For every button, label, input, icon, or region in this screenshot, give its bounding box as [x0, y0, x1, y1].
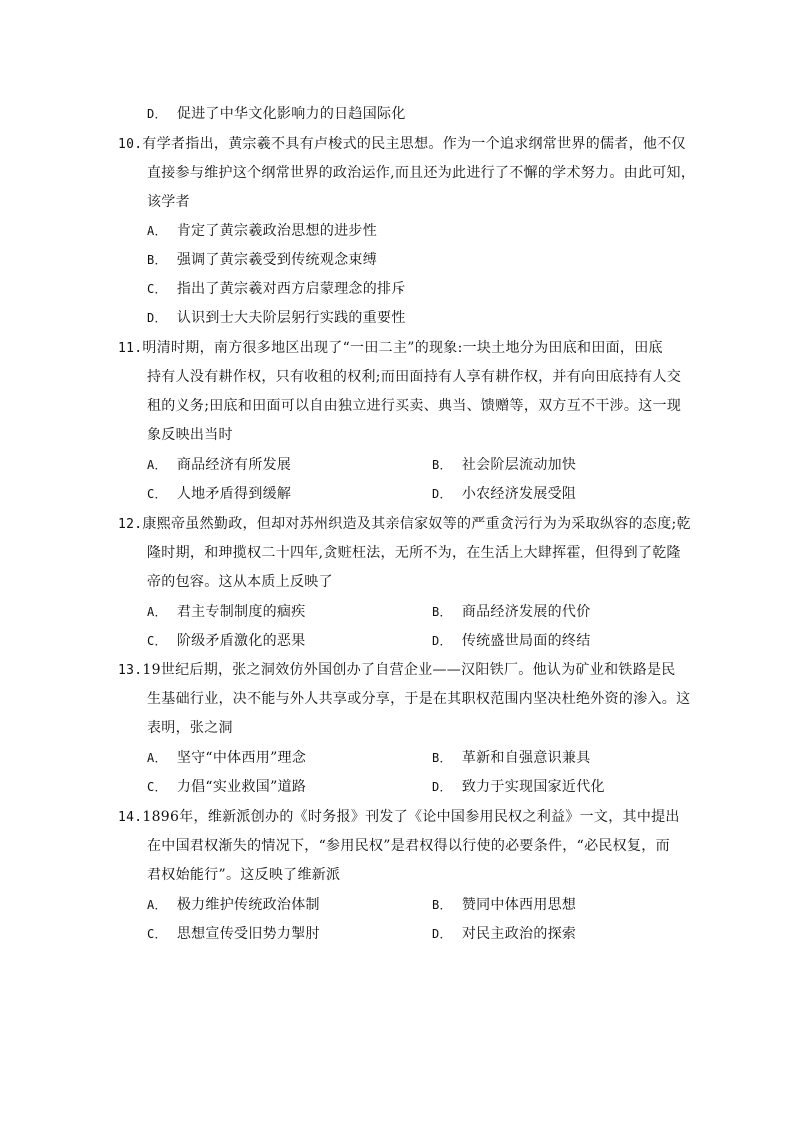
option-text: 极力维护传统政治体制	[176, 897, 320, 913]
option-letter: C．	[147, 487, 167, 501]
option-a	[147, 602, 306, 622]
question-stem-line: 隆时期，和珅揽权二十四年,贪赃枉法，无所不为，在生活上大肆挥霍，但得到了乾隆	[147, 545, 681, 561]
question-stem-line: 帝的包容。这从本质上反映了	[147, 574, 333, 590]
question-number: 10.	[118, 137, 143, 152]
option-a	[147, 748, 306, 768]
option-letter: B．	[432, 605, 452, 619]
option-b	[432, 455, 576, 475]
option-text: 认识到士大夫阶层躬行实践的重要性	[176, 310, 406, 326]
option-letter: A．	[147, 224, 167, 238]
option-text: 君主专制制度的痼疾	[176, 604, 306, 620]
question-stem-line	[118, 660, 676, 681]
option-letter: D．	[432, 634, 452, 648]
option-text: 对民主政治的探索	[461, 926, 577, 942]
option-text: 社会阶层流动加快	[461, 457, 577, 473]
option-text: 赞同中体西用思想	[461, 897, 577, 913]
option-letter: D．	[147, 107, 167, 121]
option-d	[432, 631, 591, 651]
option-letter: A．	[147, 458, 167, 472]
option-letter: C．	[147, 927, 167, 941]
option-b	[432, 748, 591, 768]
option-text: 传统盛世局面的终结	[461, 633, 591, 649]
stem-text: 康熙帝虽然勤政，但却对苏州织造及其亲信家奴等的严重贪污行为为采取纵容的态度;乾	[142, 516, 691, 532]
question-stem-line: 在中国君权渐失的情况下，“参用民权”是君权得以行使的必要条件，“必民权复，而	[147, 838, 670, 854]
option-a	[147, 455, 291, 475]
stem-text: 1896年，维新派创办的《时务报》刊发了《论中国参用民权之利益》一文，其中提出	[142, 809, 680, 825]
question-stem-line: 直接参与维护这个纲常世界的政治运作,而且还为此进行了不懈的学术努力。由此可知，	[147, 165, 696, 181]
question-number: 13.	[118, 663, 143, 678]
option-text: 小农经济发展受阻	[461, 486, 577, 502]
option-text: 致力于实现国家近代化	[461, 779, 605, 795]
option-letter: B．	[147, 253, 167, 267]
option-text: 阶级矛盾激化的恶果	[176, 633, 306, 649]
option-d	[432, 484, 576, 504]
option-text: 促进了中华文化影响力的日趋国际化	[176, 106, 406, 122]
option-letter: B．	[432, 751, 452, 765]
question-number: 14.	[118, 810, 143, 825]
question-stem-line: 生基础行业，决不能与外人共享或分享，于是在其职权范围内坚决杜绝外资的渗入。这	[147, 691, 691, 707]
option-text: 思想宣传受旧势力掣肘	[176, 926, 320, 942]
option-letter: D．	[432, 487, 452, 501]
question-stem-line: 象反映出当时	[147, 427, 233, 443]
question-number: 11.	[118, 341, 143, 356]
option-letter: C．	[147, 634, 167, 648]
option-a	[147, 221, 377, 241]
option-d	[432, 777, 605, 797]
option-letter: C．	[147, 780, 167, 794]
stem-text: 19世纪后期，张之洞效仿外国创办了自营企业——汉阳铁厂。他认为矿业和铁路是民	[142, 662, 676, 678]
option-text: 商品经济发展的代价	[461, 604, 591, 620]
option-text: 肯定了黄宗羲政治思想的进步性	[176, 223, 378, 239]
option-text: 力倡“实业救国”道路	[176, 779, 307, 795]
option-text: 人地矛盾得到缓解	[176, 486, 292, 502]
option-c	[147, 631, 306, 651]
question-stem-line	[118, 514, 691, 535]
stem-text: 有学者指出，黄宗羲不具有卢梭式的民主思想。作为一个追求纲常世界的儒者，他不仅	[142, 136, 686, 152]
option-text: 商品经济有所发展	[176, 457, 292, 473]
option-letter: D．	[432, 780, 452, 794]
question-stem-line: 表明，张之洞	[147, 720, 233, 736]
stem-text: 明清时期，南方很多地区出现了“一田二主”的现象:一块土地分为田底和田面，田底	[142, 340, 663, 356]
option-c	[147, 924, 320, 944]
option-c	[147, 777, 306, 797]
option-letter: D．	[147, 311, 167, 325]
option-letter: B．	[432, 898, 452, 912]
question-stem-line	[118, 807, 680, 828]
question-stem-line: 租的义务;田底和田面可以自由独立进行买卖、典当、馈赠等，双方互不干涉。这一现	[147, 398, 682, 414]
question-stem-line	[118, 338, 663, 359]
question-stem-line	[118, 134, 686, 155]
question-stem-line: 该学者	[147, 194, 190, 210]
option-b	[432, 602, 591, 622]
option-c	[147, 484, 291, 504]
option-text: 强调了黄宗羲受到传统观念束缚	[176, 252, 378, 268]
option-letter: D．	[432, 927, 452, 941]
option-b	[147, 250, 377, 270]
question-stem-line: 君权始能行”。这反映了维新派	[147, 867, 341, 883]
option-letter: A．	[147, 751, 167, 765]
option-letter: B．	[432, 458, 452, 472]
option-d	[147, 308, 406, 328]
option-c	[147, 279, 406, 299]
option-letter: C．	[147, 282, 167, 296]
option-a	[147, 895, 320, 915]
option-d	[432, 924, 576, 944]
option-b	[432, 895, 576, 915]
option-letter: A．	[147, 898, 167, 912]
option-d	[147, 104, 406, 124]
option-text: 坚守“中体西用”理念	[176, 750, 307, 766]
option-text: 指出了黄宗羲对西方启蒙理念的排斥	[176, 281, 406, 297]
question-stem-line: 持有人没有耕作权，只有收租的权利;而田面持有人享有耕作权，并有向田底持有人交	[147, 369, 682, 385]
option-text: 革新和自强意识兼具	[461, 750, 591, 766]
option-letter: A．	[147, 605, 167, 619]
question-number: 12.	[118, 517, 143, 532]
